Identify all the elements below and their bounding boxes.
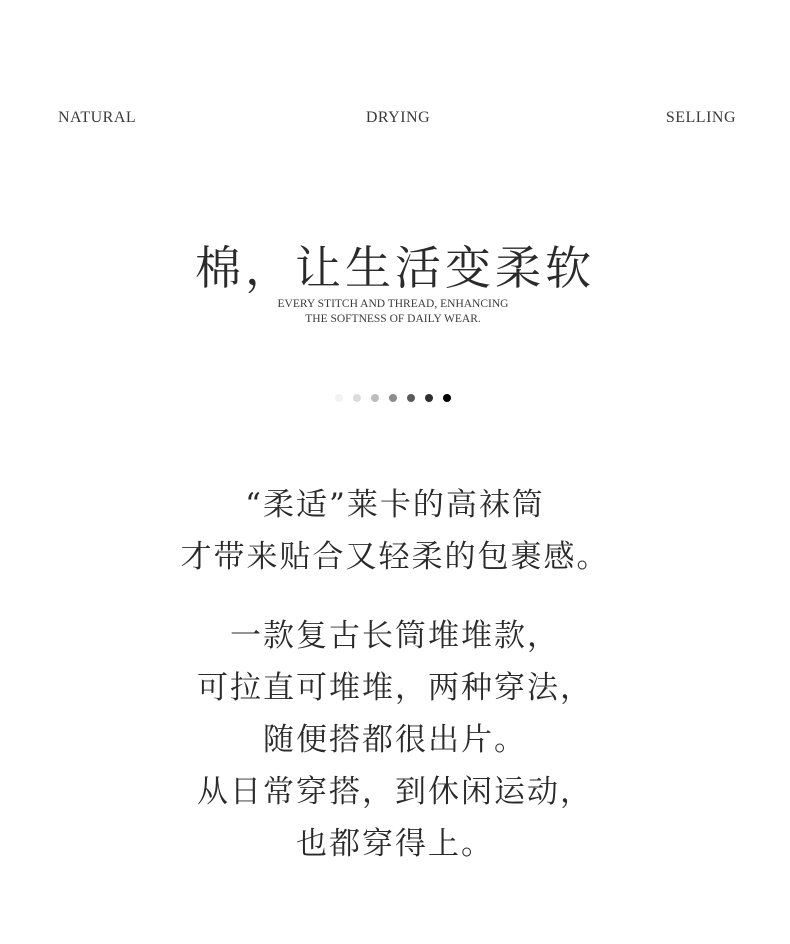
pager-dot-6[interactable] <box>425 394 433 402</box>
pager-dot-5[interactable] <box>407 394 415 402</box>
paragraph-2-line-2: 可拉直可堆堆，两种穿法， <box>197 670 593 706</box>
paragraph-2-line-4: 从日常穿搭，到休闲运动， <box>197 774 593 810</box>
pager-dot-4[interactable] <box>389 394 397 402</box>
paragraph-2-line-1: 一款复古长筒堆堆款， <box>230 618 560 654</box>
paragraph-2-line-3: 随便搭都很出片。 <box>263 722 527 758</box>
pager-dot-7[interactable] <box>443 394 451 402</box>
pager-dot-1[interactable] <box>335 394 343 402</box>
hero-subtitle-line-2: THE SOFTNESS OF DAILY WEAR. <box>305 313 481 325</box>
pager-dots <box>335 394 451 402</box>
description-paragraph-2 <box>0 610 790 870</box>
description-paragraph-1 <box>0 479 790 583</box>
header-label-drying: DRYING <box>365 109 431 126</box>
header-label-natural: NATURAL <box>58 109 137 126</box>
paragraph-2-line-5: 也都穿得上。 <box>296 826 494 862</box>
hero-subtitle <box>0 297 786 327</box>
hero-subtitle-line-1: EVERY STITCH AND THREAD, ENHANCING <box>277 298 509 310</box>
paragraph-1-line-2: 才带来贴合又轻柔的包裹感。 <box>180 539 610 575</box>
header-label-selling: SELLING <box>665 109 736 126</box>
pager-dot-2[interactable] <box>353 394 361 402</box>
paragraph-1-line-1: “柔适”莱卡的高袜筒 <box>245 487 545 523</box>
pager-dot-3[interactable] <box>371 394 379 402</box>
hero-title: 棉，让生活变柔软 <box>195 241 595 295</box>
